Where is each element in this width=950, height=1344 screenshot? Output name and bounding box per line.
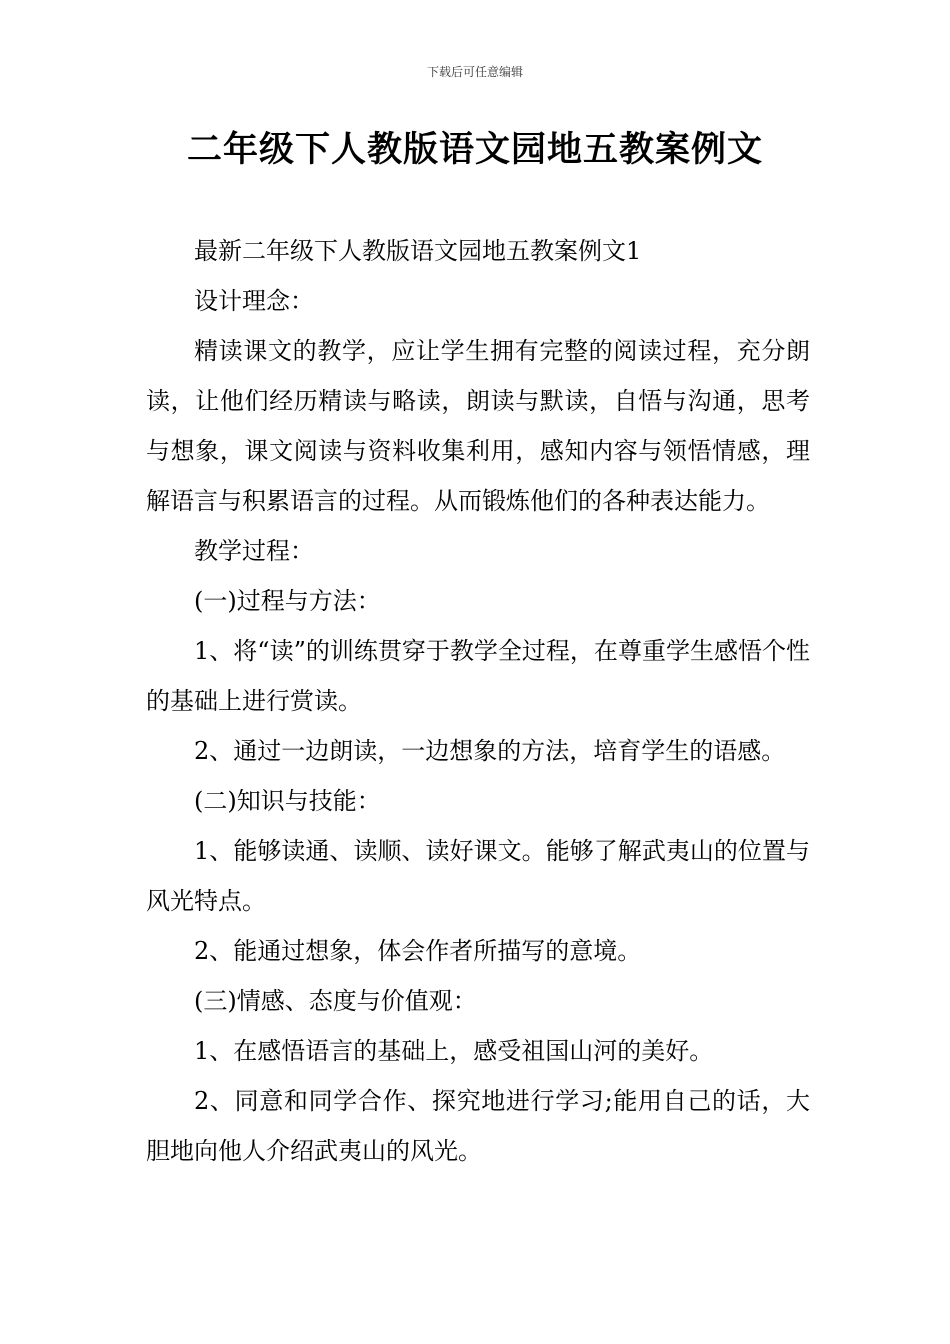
paragraph-item: 1、能够读通、读顺、读好课文。能够了解武夷山的位置与风光特点。 — [146, 837, 810, 915]
paragraph-item: 1、在感悟语言的基础上，感受祖国山河的美好。 — [194, 1037, 714, 1065]
paragraph-item: 2、同意和同学合作、探究地进行学习;能用自己的话，大胆地向他人介绍武夷山的风光。 — [146, 1087, 810, 1165]
paragraph-section-2: (二)知识与技能： — [194, 787, 381, 815]
paragraph-subtitle: 最新二年级下人教版语文园地五教案例文1 — [194, 237, 642, 265]
paragraph-design-text: 精读课文的教学，应让学生拥有完整的阅读过程，充分朗读，让他们经历精读与略读，朗读与默读，自悟与沟通，思考与想象，课文阅读与资料收集利用，感知内容与领悟情感，理解语言与积累语言的过程。从而锻炼他们的各种表达能力。 — [146, 337, 810, 515]
paragraph-section-1: (一)过程与方法： — [194, 587, 381, 615]
paragraph-heading-design: 设计理念： — [194, 287, 314, 315]
paragraph-item: 2、通过一边朗读，一边想象的方法，培育学生的语感。 — [194, 737, 786, 765]
header-note: 下载后可任意编辑 — [426, 65, 523, 79]
paragraph-item: 2、能通过想象，体会作者所描写的意境。 — [194, 937, 642, 965]
paragraph-heading-process: 教学过程： — [194, 537, 314, 565]
document-body — [146, 226, 810, 1176]
document-title: 二年级下人教版语文园地五教案例文 — [186, 130, 763, 170]
paragraph-item: 1、将“读”的训练贯穿于教学全过程，在尊重学生感悟个性的基础上进行赏读。 — [146, 637, 810, 715]
paragraph-section-3: (三)情感、态度与价值观： — [194, 987, 477, 1015]
